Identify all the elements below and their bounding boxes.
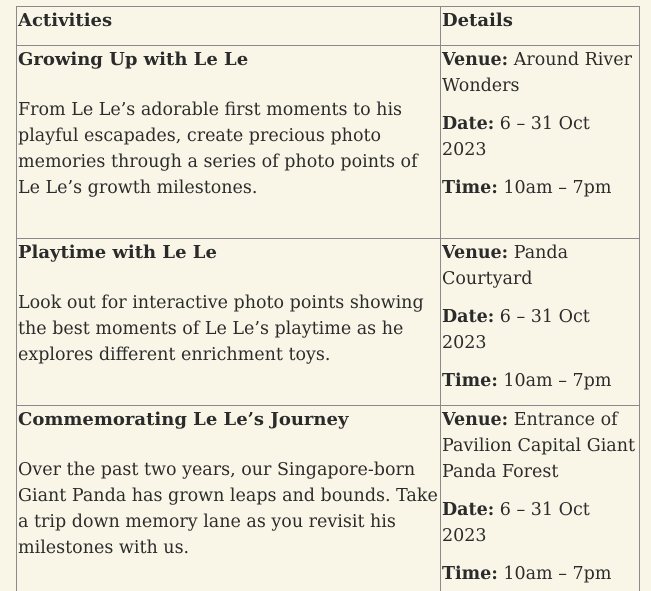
date-label: Date: — [442, 500, 495, 520]
activity-title: Growing Up with Le Le — [18, 49, 249, 70]
activity-description: Look out for interactive photo points showing the best moments of Le Le’s playtime as he explores different enrichment toys. — [18, 293, 424, 365]
date-label: Date: — [442, 114, 495, 134]
header-details-label: Details — [442, 10, 513, 31]
venue-line — [441, 407, 639, 485]
venue-label: Venue: — [442, 50, 509, 70]
time-value: 10am – 7pm — [503, 371, 612, 391]
time-line — [441, 368, 639, 394]
date-line — [441, 304, 639, 356]
time-label: Time: — [442, 564, 498, 584]
date-value: 6 – 31 Oct 2023 — [442, 114, 590, 160]
date-line — [441, 497, 639, 549]
table-row — [17, 406, 640, 591]
activity-title: Commemorating Le Le’s Journey — [18, 409, 349, 430]
venue-line — [441, 240, 639, 292]
venue-value: Around River Wonders — [442, 50, 632, 96]
table-row — [17, 239, 640, 406]
header-details — [441, 7, 640, 46]
time-value: 10am – 7pm — [503, 178, 612, 198]
date-value: 6 – 31 Oct 2023 — [442, 307, 590, 353]
venue-line — [441, 47, 639, 99]
table-row — [17, 46, 640, 239]
time-value: 10am – 7pm — [503, 564, 612, 584]
time-label: Time: — [442, 371, 498, 391]
activity-cell — [17, 46, 441, 239]
time-line — [441, 561, 639, 587]
date-value: 6 – 31 Oct 2023 — [442, 500, 590, 546]
venue-value: Entrance of Pavilion Capital Giant Panda Forest — [442, 410, 636, 482]
venue-value: Panda Courtyard — [442, 243, 569, 289]
table-header-row — [17, 7, 640, 46]
time-line — [441, 175, 639, 201]
activity-description: Over the past two years, our Singapore-born Giant Panda has grown leaps and bounds. Take a trip down memory lane as you revisit his milestones with us. — [18, 460, 438, 558]
activity-cell — [17, 239, 441, 406]
header-activities — [17, 7, 441, 46]
details-cell — [441, 406, 640, 591]
header-activities-label: Activities — [18, 10, 113, 31]
date-label: Date: — [442, 307, 495, 327]
activity-description: From Le Le’s adorable first moments to his playful escapades, create precious photo memories through a series of photo points of Le Le’s growth milestones. — [18, 100, 418, 198]
details-cell — [441, 239, 640, 406]
date-line — [441, 111, 639, 163]
activity-title: Playtime with Le Le — [18, 242, 217, 263]
details-cell — [441, 46, 640, 239]
venue-label: Venue: — [442, 243, 509, 263]
venue-label: Venue: — [442, 410, 509, 430]
activities-table — [16, 6, 640, 591]
time-label: Time: — [442, 178, 498, 198]
activity-cell — [17, 406, 441, 591]
